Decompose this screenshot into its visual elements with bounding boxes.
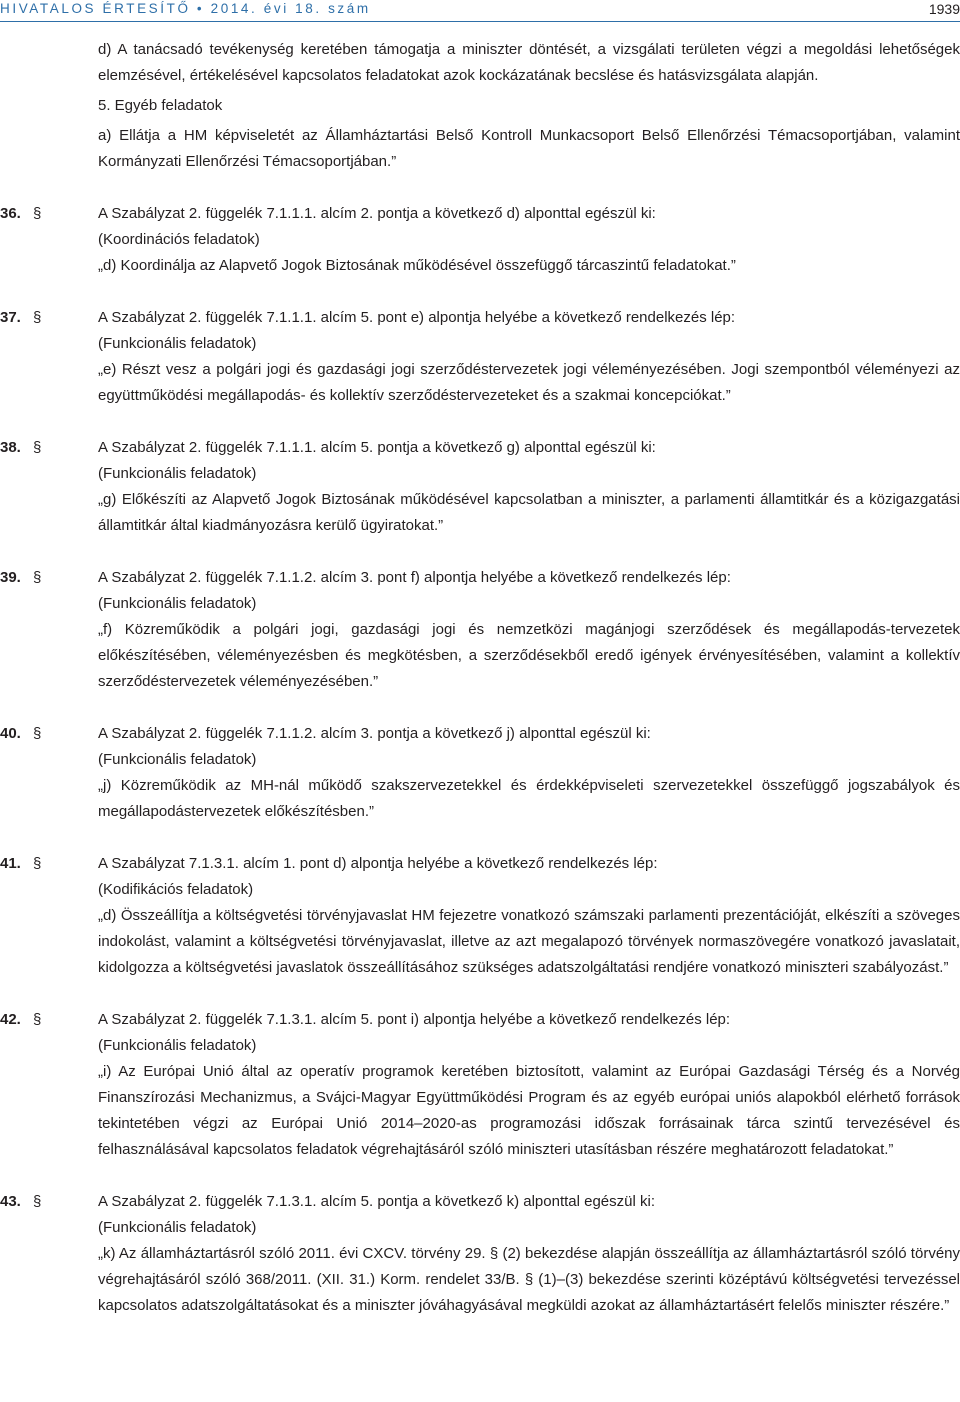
section-sign: § bbox=[33, 725, 42, 742]
header-divider bbox=[0, 21, 960, 22]
amendment-heading: (Funkcionális feladatok) bbox=[98, 465, 257, 482]
amendment-41 bbox=[0, 851, 960, 981]
amendment-intro: A Szabályzat 2. függelék 7.1.1.1. alcím 2. pontja a következő d) alponttal egészül ki: bbox=[98, 205, 656, 222]
amendment-number: 39. bbox=[0, 569, 21, 586]
amendment-intro: A Szabályzat 7.1.3.1. alcím 1. pont d) alpontja helyébe a következő rendelkezés lép: bbox=[98, 855, 658, 872]
amendment-number: 36. bbox=[0, 205, 21, 222]
section-sign: § bbox=[33, 205, 42, 222]
amendment-text: „d) Összeállítja a költségvetési törvényjavaslat HM fejezetre vonatkozó számszaki parlamenti prezentációját, elkészíti a szöveges indokolást, valamint a költségvetési törvényjavaslat, illetve az azt megalapozó törvények normaszövegére vonatkozó javaslatait, kidolgozza a költségvetési javaslatok összeállításához szükséges adatszolgáltatási rendjére vonatkozó miniszteri szabályozást.” bbox=[98, 907, 960, 976]
section-sign: § bbox=[33, 569, 42, 586]
amendment-intro: A Szabályzat 2. függelék 7.1.1.2. alcím 3. pont f) alpontja helyébe a következő rendelkezés lép: bbox=[98, 569, 731, 586]
page-header bbox=[0, 0, 960, 22]
amendment-text: „k) Az államháztartásról szóló 2011. évi CXCV. törvény 29. § (2) bekezdése alapján összeállítja az államháztartásról szóló törvény végrehajtásáról szóló 368/2011. (XII. 31.) Korm. rendelet 33/B. § (1)–(3) bekezdése szerinti középtávú költségvetési tervezéssel kapcsolatos adatszolgáltatásokat és a miniszter jóváhagyásával megküldi azokat az államháztartásért felelős miniszter részére.” bbox=[98, 1245, 960, 1314]
amendment-42 bbox=[0, 1007, 960, 1163]
section-sign: § bbox=[33, 439, 42, 456]
amendment-text: „j) Közreműködik az MH-nál működő szakszervezetekkel és érdekképviseleti szervezetekkel összefüggő jogszabályok és megállapodástervezetek előkészítésben.” bbox=[98, 777, 960, 820]
amendment-intro: A Szabályzat 2. függelék 7.1.3.1. alcím 5. pont i) alpontja helyébe a következő rendelkezés lép: bbox=[98, 1011, 731, 1028]
document-body bbox=[0, 37, 960, 1319]
amendment-heading: (Kodifikációs feladatok) bbox=[98, 881, 254, 898]
amendment-number: 38. bbox=[0, 439, 21, 456]
section-sign: § bbox=[33, 1011, 42, 1028]
amendment-heading: (Funkcionális feladatok) bbox=[98, 595, 257, 612]
amendment-heading: (Funkcionális feladatok) bbox=[98, 335, 257, 352]
amendment-heading: (Koordinációs feladatok) bbox=[98, 231, 260, 248]
amendment-intro: A Szabályzat 2. függelék 7.1.3.1. alcím 5. pontja a következő k) alponttal egészül ki: bbox=[98, 1193, 655, 1210]
amendment-text: „i) Az Európai Unió által az operatív programok keretében biztosított, valamint az Európai Gazdasági Térség és a Norvég Finanszírozási Mechanizmus, a Svájci-Magyar Együttműködési Program és az egyéb európai uniós alapokból elérhető források tekintetében végzi az Európai Unió 2014–2020-as programozási időszak forrásainak tárca szintű tervezésével és felhasználásával kapcsolatos feladatok végrehajtásáról szóló miniszteri utasításban részére meghatározott feladatokat.” bbox=[98, 1063, 960, 1158]
amendment-number: 43. bbox=[0, 1193, 21, 1210]
amendment-38 bbox=[0, 435, 960, 539]
amendment-40 bbox=[0, 721, 960, 825]
amendment-number: 41. bbox=[0, 855, 21, 872]
page-number: 1939 bbox=[928, 1, 960, 17]
section-sign: § bbox=[33, 1193, 42, 1210]
amendment-text: „f) Közreműködik a polgári jogi, gazdasági jogi és nemzetközi magánjogi szerződések és megállapodás-tervezetek előkészítésében, véleményezésben és megkötésben, a szerződésekből eredő igények érvényesítésében, valamint a kollektív szerződéstervezetek véleményezésében.” bbox=[98, 621, 960, 690]
amendment-intro: A Szabályzat 2. függelék 7.1.1.1. alcím 5. pontja a következő g) alponttal egészül ki: bbox=[98, 439, 656, 456]
amendment-text: „d) Koordinálja az Alapvető Jogok Biztosának működésével összefüggő tárcaszintű feladatokat.” bbox=[98, 257, 736, 274]
amendment-heading: (Funkcionális feladatok) bbox=[98, 1037, 257, 1054]
amendment-43 bbox=[0, 1189, 960, 1319]
amendment-text: „e) Részt vesz a polgári jogi és gazdasági jogi szerződéstervezetek jogi véleményezésében. Jogi szempontból véleményezi az együttműködési megállapodás- és kollektív szerződéstervezeteket és a szakmai koncepciókat.” bbox=[98, 361, 960, 404]
intro-heading-other-tasks: 5. Egyéb feladatok bbox=[98, 97, 223, 114]
publication-title: HIVATALOS ÉRTESÍTŐ • 2014. évi 18. szám bbox=[0, 1, 371, 16]
intro-paragraph-d: d) A tanácsadó tevékenység keretében támogatja a miniszter döntését, a vizsgálati területen végzi a megoldási lehetőségek elemzésével, értékelésével kapcsolatos feladatokat azok kockázatának becslése és hatásvizsgálata alapján. bbox=[98, 41, 960, 84]
section-sign: § bbox=[33, 855, 42, 872]
amendment-36 bbox=[0, 201, 960, 279]
amendment-intro: A Szabályzat 2. függelék 7.1.1.1. alcím 5. pont e) alpontja helyébe a következő rendelkezés lép: bbox=[98, 309, 736, 326]
amendment-heading: (Funkcionális feladatok) bbox=[98, 751, 257, 768]
section-sign: § bbox=[33, 309, 42, 326]
amendment-number: 40. bbox=[0, 725, 21, 742]
amendment-number: 42. bbox=[0, 1011, 21, 1028]
amendment-heading: (Funkcionális feladatok) bbox=[98, 1219, 257, 1236]
amendment-37 bbox=[0, 305, 960, 409]
amendment-intro: A Szabályzat 2. függelék 7.1.1.2. alcím 3. pontja a következő j) alponttal egészül ki: bbox=[98, 725, 651, 742]
amendment-39 bbox=[0, 565, 960, 695]
intro-paragraph-a: a) Ellátja a HM képviseletét az Államháztartási Belső Kontroll Munkacsoport Belső Ellenőrzési Témacsoportjában, valamint Kormányzati Ellenőrzési Témacsoportjában.” bbox=[98, 127, 960, 170]
amendment-text: „g) Előkészíti az Alapvető Jogok Biztosának működésével kapcsolatban a miniszter, a parlamenti államtitkár és a közigazgatási államtitkár által kiadmányozásra kerülő ügyiratokat.” bbox=[98, 491, 960, 534]
amendment-number: 37. bbox=[0, 309, 21, 326]
